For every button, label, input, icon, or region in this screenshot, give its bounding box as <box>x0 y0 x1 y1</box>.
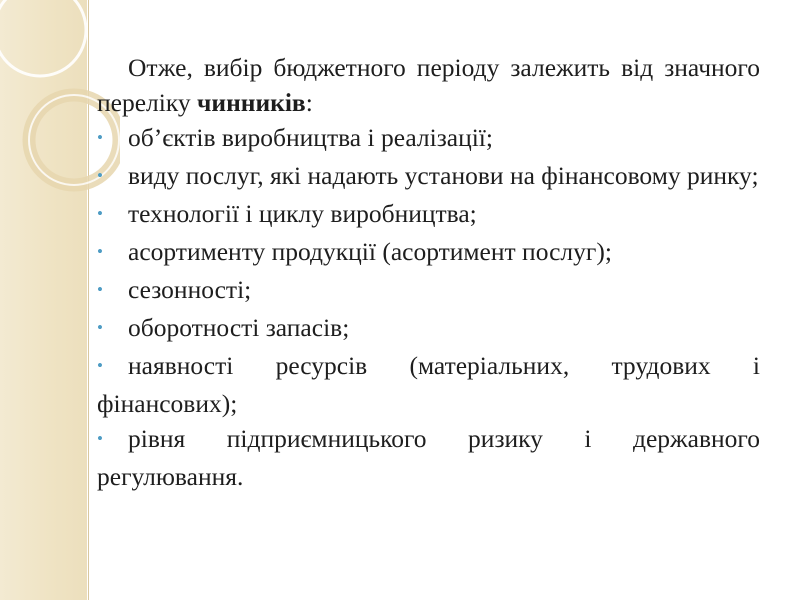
list-item-text: наявності ресурсів (матеріальних, трудових і фінансових); <box>97 351 760 418</box>
list-item-text: сезонності; <box>128 275 252 304</box>
list-item-text: технології і циклу виробництва; <box>128 199 477 228</box>
list-item-text: оборотності запасів; <box>128 313 350 342</box>
intro-text: Отже, вибір бюджетного періоду залежить від значного переліку <box>97 53 760 117</box>
list-item <box>97 310 760 348</box>
list-item-text: асортименту продукції (асортимент послуг); <box>128 237 612 266</box>
bullet-icon: • <box>97 356 103 375</box>
bullet-icon: • <box>97 280 103 299</box>
list-item-text: об’єктів виробництва і реалізації; <box>128 123 493 152</box>
intro-emphasis: чинників <box>197 88 306 117</box>
bullet-icon: • <box>97 318 103 337</box>
bullet-icon: • <box>97 166 103 185</box>
slide-content <box>97 50 760 494</box>
intro-paragraph <box>97 50 760 120</box>
list-item <box>97 196 760 234</box>
bullet-icon: • <box>97 128 103 147</box>
list-item-text: виду послуг, які надають установи на фінансовому ринку; <box>128 161 759 190</box>
bullet-icon: • <box>97 204 103 223</box>
list-item <box>97 348 760 421</box>
bullet-icon: • <box>97 242 103 261</box>
list-item <box>97 158 760 196</box>
list-item-text: рівня підприємницького ризику і державного регулювання. <box>97 424 760 491</box>
list-item <box>97 421 760 494</box>
list-item <box>97 272 760 310</box>
bullet-icon: • <box>97 429 103 448</box>
list-item <box>97 120 760 158</box>
intro-colon: : <box>305 88 313 117</box>
list-item <box>97 234 760 272</box>
